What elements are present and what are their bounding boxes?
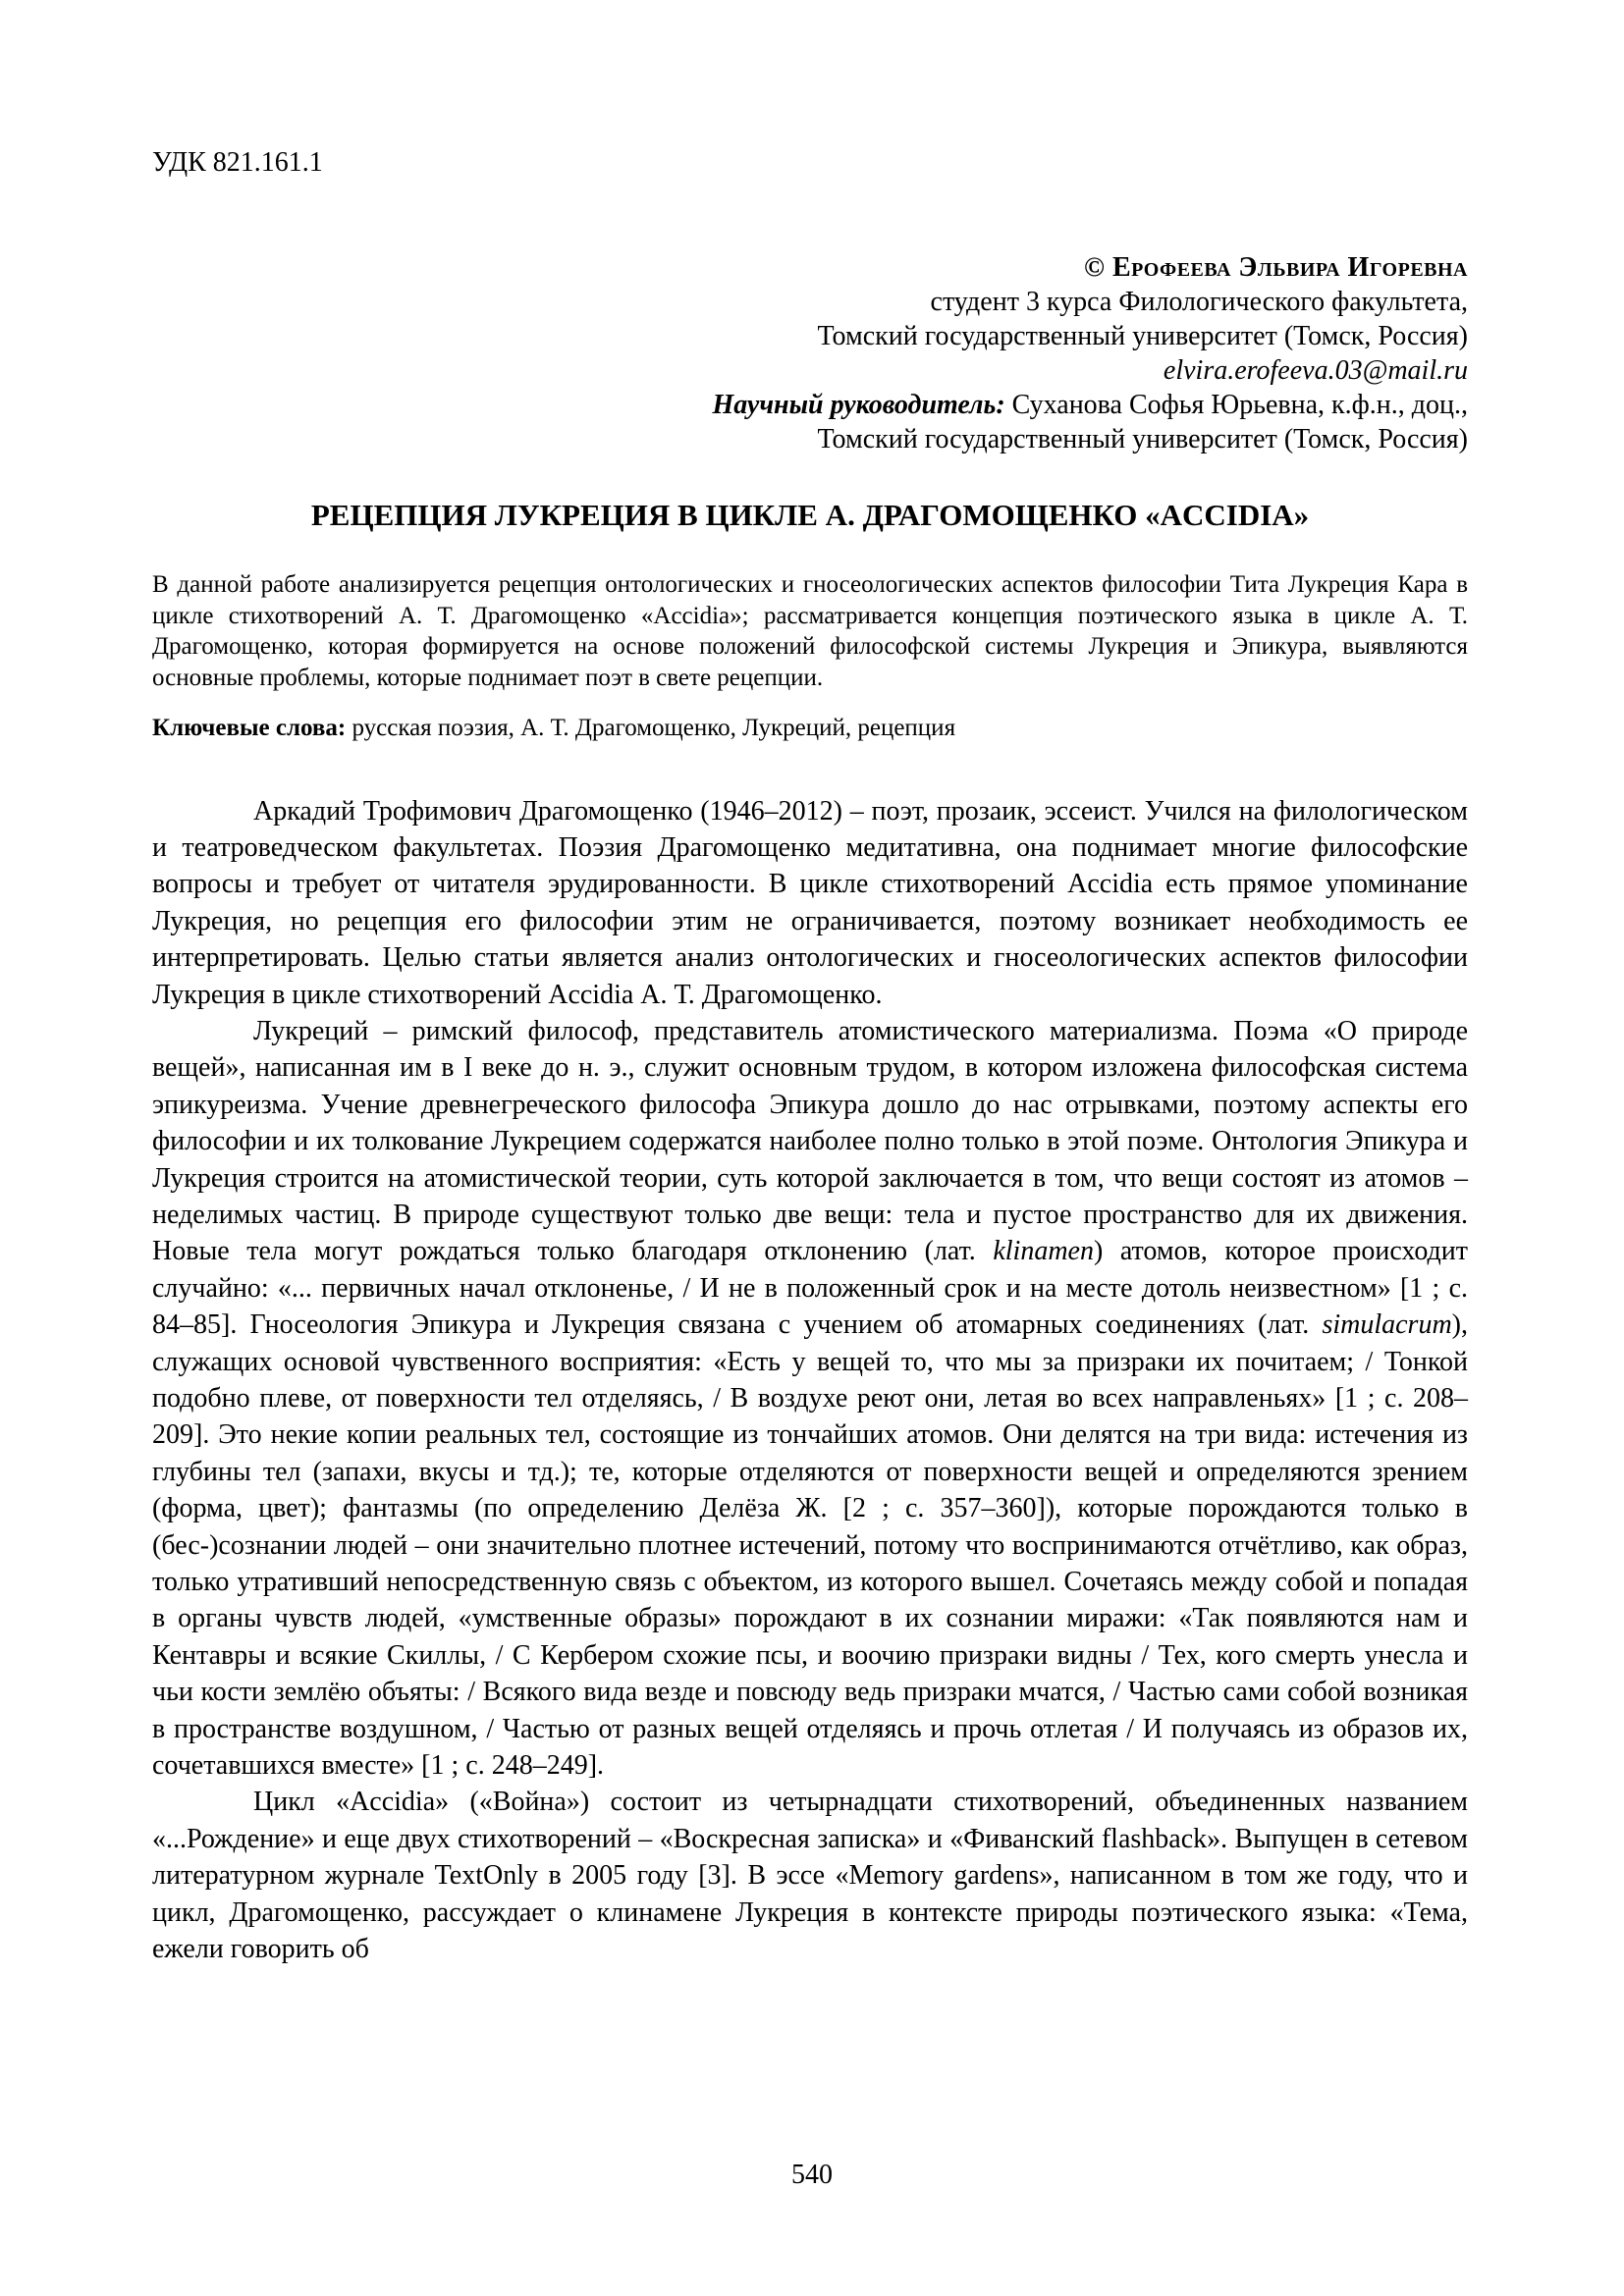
author-email: elvira.erofeeva.03@mail.ru (1163, 355, 1468, 386)
article-body (152, 793, 1468, 1968)
body-paragraph-2-segment: Лукреций – римский философ, представитель атомистического материализма. Поэма «О природе вещей», написанная им в I веке до н. э., служит основным трудом, в котором изложена философская система эпикуреизма. Учение древнегреческого философа Эпикура дошло до нас отрывками, поэтому аспекты его философии и их толкование Лукрецием содержатся наиболее полно только в этой поэме. Онтология Эпикура и Лукреция строится на атомистической теории, суть которой заключается в том, что вещи состоят из атомов – неделимых частиц. В природе существуют только две вещи: тела и пустое пространство для их движения. Новые тела могут рождаться только благодаря отклонению (лат. (152, 1015, 1468, 1267)
paper-title: РЕЦЕПЦИЯ ЛУКРЕЦИЯ В ЦИКЛЕ А. ДРАГОМОЩЕНКО «ACCIDIA» (310, 498, 1310, 532)
abstract-text: В данной работе анализируется рецепция онтологических и гносеологических аспектов философии Тита Лукреция Кара в цикле стихотворений А. Т. Драгомощенко «Accidia»; рассматривается концепция поэтического языка в цикле А. Т. Драгомощенко, которая формируется на основе положений философской системы Лукреция и Эпикура, выявляются основные проблемы, которые поднимает поэт в свете рецепции. (152, 571, 1468, 691)
author-copyright-line: © Ерофеева Эльвира Игоревна (1084, 252, 1468, 283)
body-paragraph-2 (152, 1013, 1468, 1785)
advisor-university-line: Томский государственный университет (Томск, Россия) (817, 424, 1468, 454)
body-paragraph-2-segment: ), служащих основой чувственного восприятия: «Есть у вещей то, что мы за призраки их почитаем; / Тонкой подобно плеве, от поверхности тел отделяясь, / В воздухе реют они, летая во всех направленьях» [1 ; с. 208–209]. Это некие копии реальных тел, состоящие из тончайших атомов. Они делятся на три вида: истечения из глубины тел (запахи, вкусы и тд.); те, которые отделяются от поверхности вещей и определяются зрением (форма, цвет); фантазмы (по определению Делёза Ж. [2 ; с. 357–360]), которые порождаются только в (бес-)сознании людей – они значительно плотнее истечений, потому что воспринимаются отчётливо, как образ, только утративший непосредственную связь с объектом, из которого вышел. Сочетаясь между собой и попадая в органы чувств людей, «умственные образы» порождают в их сознании миражи: «Так появляются нам и Кентавры и всякие Скиллы, / С Кербером схожие псы, и воочию призраки видны / Тех, кого смерть унесла и чьи кости землёю объяты: / Всякого вида везде и повсюду ведь призраки мчатся, / Частью сами собой возникая в пространстве воздушном, / Частью от разных вещей отделяясь и прочь отлетая / И получаясь из образов их, сочетавшихся вместе» [1 ; с. 248–249]. (152, 1309, 1468, 1782)
keywords-label: Ключевые слова: (152, 715, 347, 741)
advisor-name: Суханова Софья Юрьевна, к.ф.н., доц., (1004, 390, 1468, 420)
author-position-line: студент 3 курса Филологического факультета, (930, 287, 1468, 317)
udc-number: УДК 821.161.1 (152, 147, 323, 178)
body-paragraph-3: Цикл «Accidia» («Война») состоит из четырнадцати стихотворений, объединенных названием «...Рождение» и еще двух стихотворений – «Воскресная записка» и «Фиванский flashback». Выпущен в сетевом литературном журнале TextOnly в 2005 году [3]. В эссе «Memory gardens», написанном в том же году, что и цикл, Драгомощенко, рассуждает о клинамене Лукреция в контексте природы поэтического языка: «Тема, ежели говорить об (152, 1787, 1468, 1965)
latin-term-simulacrum: simulacrum (1322, 1309, 1452, 1341)
advisor-label: Научный руководитель: (712, 390, 1005, 420)
advisor-line (152, 388, 1468, 422)
keywords-value: русская поэзия, А. Т. Драгомощенко, Лукреций, рецепция (346, 715, 956, 741)
body-paragraph-2-segment: ) атомов, которое происходит случайно: «... первичных начал отклоненье, / И не в положенный срок и на месте дотоль неизвестном» [1 ; с. 84–85]. Гносеология Эпикура и Лукреция связана с учением об атомарных соединениях (лат. (152, 1236, 1469, 1341)
page-number: 540 (791, 2160, 833, 2190)
body-paragraph-1: Аркадий Трофимович Драгомощенко (1946–2012) – поэт, прозаик, эссеист. Учился на филологическом и театроведческом факультетах. Поэзия Драгомощенко медитативна, она поднимает многие философские вопросы и требует от читателя эрудированности. В цикле стихотворений Accidia есть прямое упоминание Лукреция, но рецепция его философии этим не ограничивается, поэтому возникает необходимость ее интерпретировать. Целью статьи является анализ онтологических и гносеологических аспектов философии Лукреция в цикле стихотворений Accidia А. Т. Драгомощенко. (152, 795, 1468, 1010)
latin-term-klinamen: klinamen (993, 1236, 1094, 1267)
author-university-line: Томский государственный университет (Томск, Россия) (817, 321, 1468, 351)
keywords-line (152, 713, 1468, 744)
author-block (152, 250, 1468, 456)
